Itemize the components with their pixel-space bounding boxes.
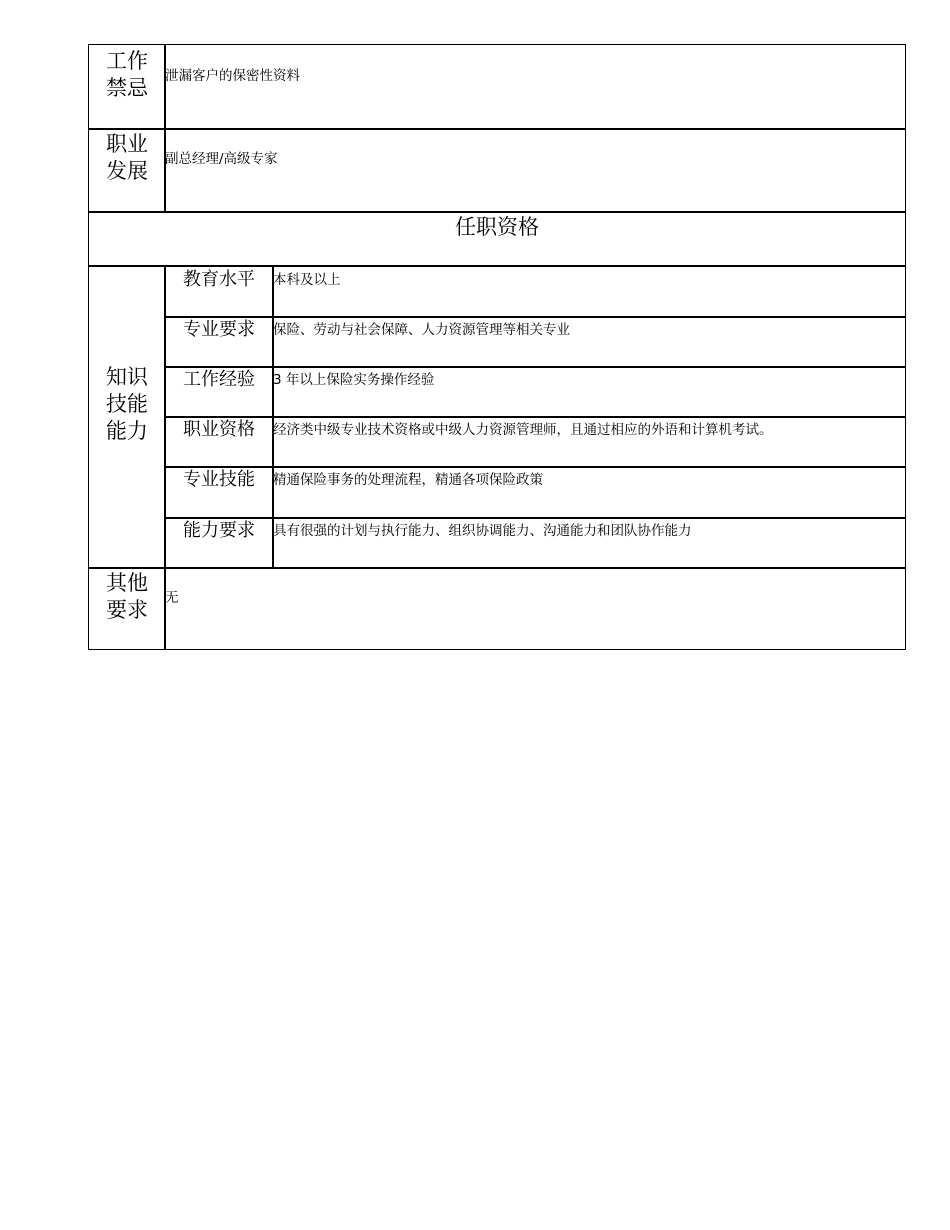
- experience-label: 工作经验: [183, 369, 255, 390]
- career-label-line2: 发展: [106, 159, 148, 183]
- row-divider: [89, 128, 905, 130]
- major-label: 专业要求: [183, 319, 255, 340]
- row-divider: [89, 567, 905, 569]
- row-divider: [165, 316, 905, 318]
- education-label: 教育水平: [183, 269, 255, 290]
- row-divider: [89, 265, 905, 267]
- taboo-content: 泄漏客户的保密性资料: [165, 68, 300, 84]
- row-divider: [165, 466, 905, 468]
- ksa-label-line3: 能力: [106, 419, 148, 443]
- row-divider: [89, 211, 905, 213]
- skills-content: 精通保险事务的处理流程，精通各项保险政策: [273, 472, 543, 488]
- other-label: [89, 570, 165, 624]
- career-content: 副总经理/高级专家: [165, 151, 278, 167]
- row-divider: [165, 517, 905, 519]
- ability-content: 具有很强的计划与执行能力、组织协调能力、沟通能力和团队协作能力: [273, 523, 692, 539]
- experience-content: 3 年以上保险实务操作经验: [273, 372, 435, 388]
- other-label-line1: 其他: [106, 571, 148, 595]
- ksa-label-line2: 技能: [106, 392, 148, 416]
- taboo-label-line1: 工作: [106, 49, 148, 73]
- skills-label: 专业技能: [183, 469, 255, 490]
- taboo-label-line2: 禁忌: [106, 76, 148, 100]
- career-label-line1: 职业: [106, 132, 148, 156]
- other-label-line2: 要求: [106, 598, 148, 622]
- certification-label: 职业资格: [183, 419, 255, 440]
- career-label: [89, 131, 165, 185]
- row-divider: [165, 416, 905, 418]
- qualification-title: 任职资格: [455, 215, 539, 239]
- certification-content: 经济类中级专业技术资格或中级人力资源管理师，且通过相应的外语和计算机考试。: [273, 422, 773, 438]
- education-content: 本科及以上: [273, 272, 341, 288]
- ability-label: 能力要求: [183, 520, 255, 541]
- other-content: 无: [165, 590, 179, 606]
- taboo-label: [89, 48, 165, 102]
- row-divider: [165, 366, 905, 368]
- major-content: 保险、劳动与社会保障、人力资源管理等相关专业: [273, 322, 570, 338]
- ksa-label-line1: 知识: [106, 365, 148, 389]
- ksa-label: [89, 364, 165, 445]
- job-spec-table: [88, 44, 906, 650]
